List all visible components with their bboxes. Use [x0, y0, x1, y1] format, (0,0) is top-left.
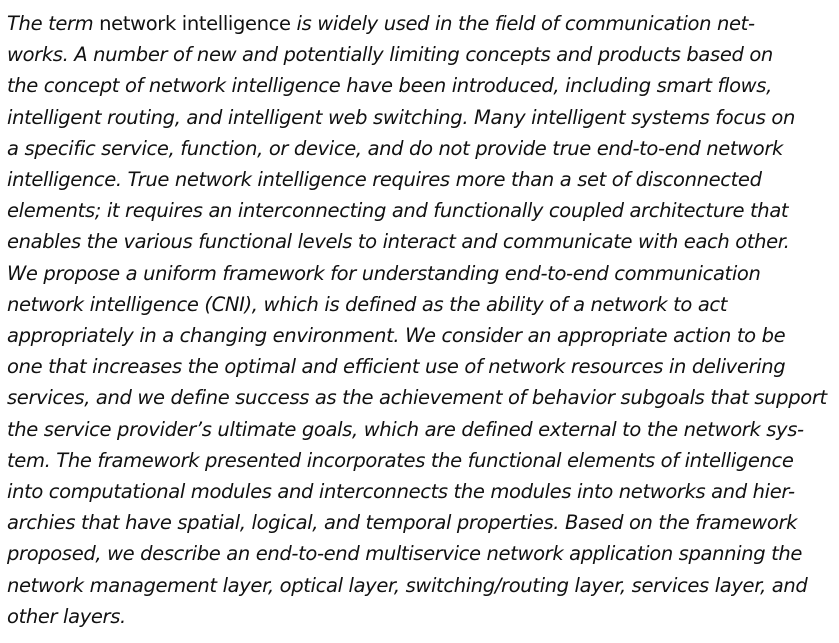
text-run: is widely used in the field of communication net- — [290, 12, 755, 35]
text-line: network management layer, optical layer, switching/routing layer, services layer, and — [7, 573, 808, 597]
text-line: one that increases the optimal and efficient use of network resources in delivering — [7, 355, 786, 379]
text-run: The term — [7, 12, 100, 35]
text-line: tem. The framework presented incorporates the functional elements of intelligence — [7, 448, 794, 472]
text-line: appropriately in a changing environment. We consider an appropriate action to be — [7, 324, 786, 348]
text-line: works. A number of new and potentially limiting concepts and products based on — [7, 43, 773, 67]
text-line: network intelligence (CNI), which is defined as the ability of a network to act — [7, 292, 728, 316]
text-line: services, and we define success as the achievement of behavior subgoals that support — [7, 386, 827, 410]
text-line: elements; it requires an interconnecting and functionally coupled architecture that — [7, 199, 789, 223]
text-line: intelligent routing, and intelligent web switching. Many intelligent systems focus on — [7, 105, 795, 129]
text-line: We propose a uniform framework for understanding end-to-end communication — [7, 261, 761, 285]
text-line: other layers. — [7, 604, 126, 628]
text-line: archies that have spatial, logical, and temporal properties. Based on the framework — [7, 511, 798, 535]
emphasized-term: network intelligence — [99, 12, 291, 35]
text-line — [7, 8, 833, 39]
text-line: proposed, we describe an end-to-end multiservice network application spanning the — [7, 542, 803, 566]
abstract-paragraph — [7, 8, 833, 632]
text-line: enables the various functional levels to interact and communicate with each other. — [7, 230, 790, 254]
text-line: the service provider’s ultimate goals, which are defined external to the network sys- — [7, 417, 804, 441]
text-line: the concept of network intelligence have been introduced, including smart flows, — [7, 74, 772, 98]
text-line: into computational modules and interconnects the modules into networks and hier- — [7, 480, 795, 504]
text-line: intelligence. True network intelligence requires more than a set of disconnected — [7, 168, 762, 192]
text-line: a specific service, function, or device, and do not provide true end-to-end network — [7, 136, 783, 160]
